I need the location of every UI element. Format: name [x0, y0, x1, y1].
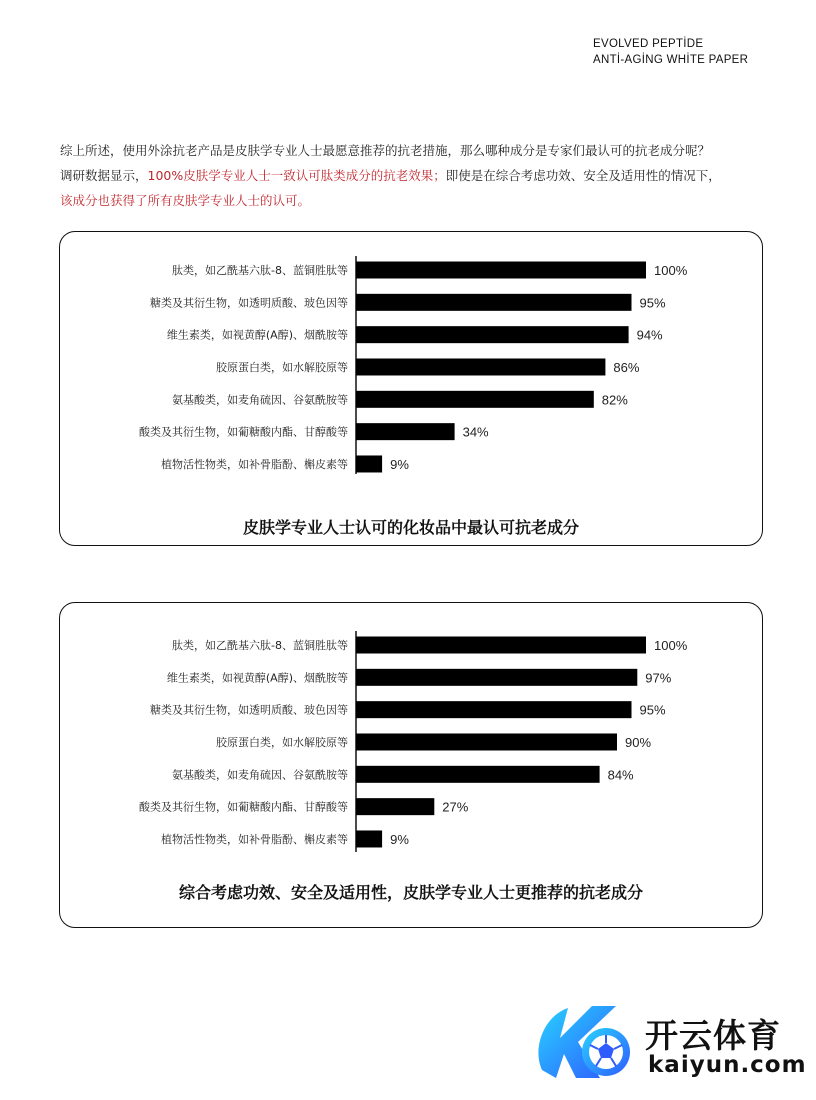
logo-chinese-text: 开云体育	[645, 1016, 781, 1055]
intro-line-2	[60, 163, 780, 188]
bar	[356, 391, 594, 408]
bar	[356, 423, 455, 440]
category-label: 胶原蛋白类，如水解胶原等	[216, 360, 348, 374]
value-label: 97%	[645, 670, 672, 686]
category-label: 氨基酸类，如麦角硫因、谷氨酰胺等	[172, 393, 348, 407]
logo-latin-text: kaiyun.com	[648, 1052, 807, 1078]
bar	[356, 294, 632, 311]
value-label: 90%	[625, 734, 652, 750]
bar	[356, 637, 646, 654]
category-label: 氨基酸类，如麦角硫因、谷氨酰胺等	[172, 768, 348, 782]
header-line-1: EVOLVED PEPTİDE	[593, 38, 704, 50]
bar	[356, 669, 637, 686]
bar	[356, 766, 600, 783]
category-label: 糖类及其衍生物，如透明质酸、玻色因等	[150, 703, 348, 717]
value-label: 95%	[639, 702, 666, 718]
value-label: 94%	[636, 327, 663, 343]
value-label: 9%	[390, 456, 409, 472]
category-label: 植物活性物类，如补骨脂酚、槲皮素等	[161, 832, 348, 846]
k-ball-logo-icon	[530, 998, 645, 1090]
value-label: 27%	[442, 799, 469, 815]
intro-line-1: 综上所述，使用外涂抗老产品是皮肤学专业人士最愿意推荐的抗老措施，那么哪种成分是专家们最认可的抗老成分呢？	[60, 143, 711, 158]
bar-chart-most-recommended	[60, 603, 761, 926]
intro-line-2-suffix: 即使是在综合考虑功效、安全及适用性的情况下，	[445, 168, 721, 183]
category-label: 糖类及其衍生物，如透明质酸、玻色因等	[150, 296, 348, 310]
value-label: 82%	[601, 392, 628, 408]
bar	[356, 358, 605, 375]
bar	[356, 262, 646, 279]
bar	[356, 830, 382, 847]
value-label: 100%	[654, 638, 688, 653]
category-label: 酸类及其衍生物，如葡糖酸内酯、甘醇酸等	[139, 800, 348, 814]
value-label: 86%	[613, 359, 640, 375]
category-label: 酸类及其衍生物，如葡糖酸内酯、甘醇酸等	[139, 425, 348, 439]
chart-panel-most-recognized	[59, 231, 763, 546]
bar-chart-most-recognized	[60, 232, 761, 544]
value-label: 84%	[607, 767, 634, 783]
value-label: 9%	[390, 831, 409, 847]
intro-paragraph	[60, 138, 780, 213]
kaiyun-logo	[530, 998, 810, 1090]
category-label: 植物活性物类，如补骨脂酚、槲皮素等	[161, 457, 348, 471]
bar	[356, 798, 434, 815]
chart-title-most-recommended: 综合考虑功效、安全及适用性，皮肤学专业人士更推荐的抗老成分	[178, 883, 643, 902]
value-label: 95%	[639, 295, 666, 311]
category-label: 肽类，如乙酰基六肽-8、蓝铜胜肽等	[172, 264, 348, 277]
category-label: 维生素类，如视黄醇(A醇)、烟酰胺等	[166, 328, 348, 342]
category-label: 胶原蛋白类，如水解胶原等	[216, 735, 348, 749]
category-label: 肽类，如乙酰基六肽-8、蓝铜胜肽等	[172, 639, 348, 652]
bar	[356, 455, 382, 472]
bar	[356, 326, 629, 343]
bar	[356, 733, 617, 750]
value-label: 34%	[462, 424, 489, 440]
intro-line-2-highlight: 100%皮肤学专业人士一致认可肽类成分的抗老效果；	[147, 168, 446, 183]
bar	[356, 701, 632, 718]
intro-line-2-prefix: 调研数据显示，	[60, 168, 148, 183]
category-label: 维生素类，如视黄醇(A醇)、烟酰胺等	[166, 671, 348, 685]
header-line-2: ANTİ-AGİNG WHİTE PAPER	[593, 54, 749, 66]
intro-line-3-highlight: 该成分也获得了所有皮肤学专业人士的认可。	[60, 193, 311, 208]
chart-panel-most-recommended	[59, 602, 763, 928]
value-label: 100%	[654, 263, 688, 278]
chart-title-most-recognized: 皮肤学专业人士认可的化妆品中最认可抗老成分	[242, 518, 579, 537]
document-header	[593, 36, 748, 68]
